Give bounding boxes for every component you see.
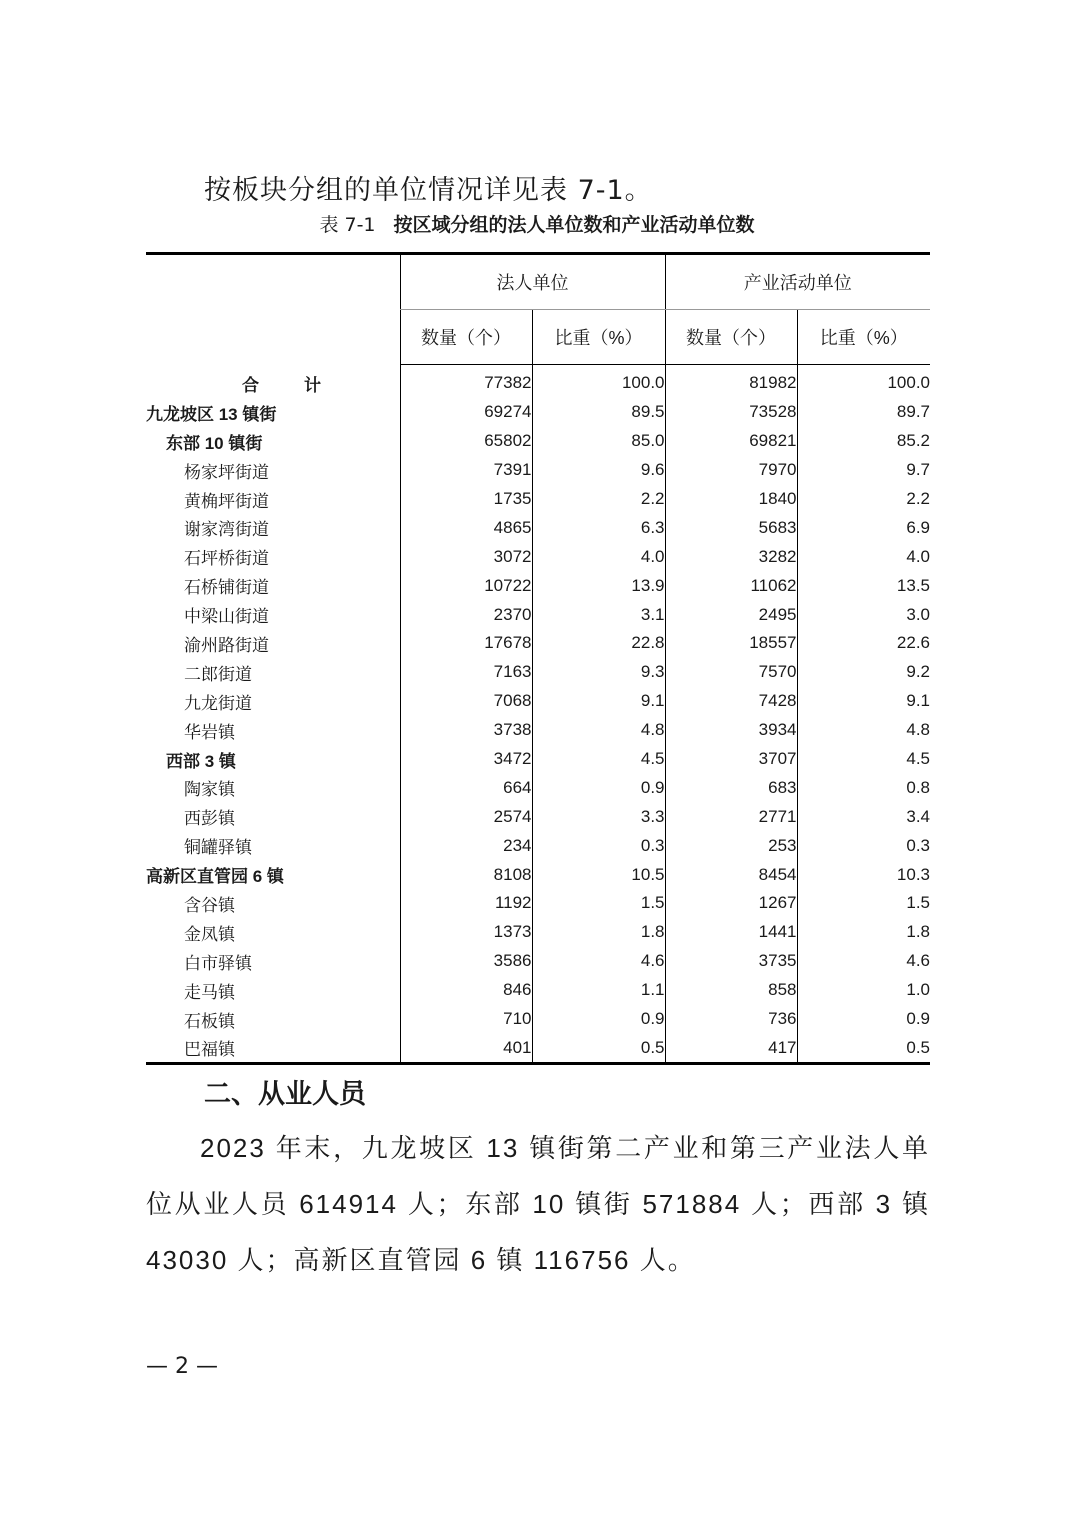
activity-count-cell: 2495 bbox=[665, 600, 797, 629]
activity-count-cell: 683 bbox=[665, 773, 797, 802]
table-row bbox=[146, 773, 930, 802]
table-row bbox=[146, 658, 930, 687]
page-number: — 2 — bbox=[146, 1354, 218, 1379]
region-name: 九龙街道 bbox=[184, 693, 252, 713]
activity-share-cell: 9.7 bbox=[797, 456, 930, 485]
activity-share-cell: 1.8 bbox=[797, 918, 930, 947]
legal-share-cell: 3.3 bbox=[532, 802, 665, 831]
table-row bbox=[146, 398, 930, 427]
activity-share-cell: 4.6 bbox=[797, 947, 930, 976]
table-row bbox=[146, 1033, 930, 1063]
activity-count-cell: 3282 bbox=[665, 542, 797, 571]
region-name: 石板镇 bbox=[184, 1011, 235, 1031]
legal-count-cell: 17678 bbox=[400, 629, 532, 658]
body-paragraph: 2023 年末，九龙坡区 13 镇街第二产业和第三产业法人单位从业人员 614914 人；东部 10 镇街 571884 人；西部 3 镇 43030 人；高新区直管园 6 镇 116756 人。 bbox=[146, 1133, 930, 1275]
intro-text: 按板块分组的单位情况详见表 7-1。 bbox=[204, 175, 653, 206]
table-row bbox=[146, 976, 930, 1005]
activity-count-cell: 3934 bbox=[665, 716, 797, 745]
activity-count-cell: 1840 bbox=[665, 485, 797, 514]
section-heading: 二、从业人员 bbox=[204, 1079, 366, 1110]
legal-count-cell: 710 bbox=[400, 1005, 532, 1034]
activity-count-cell: 69821 bbox=[665, 427, 797, 456]
activity-share-cell: 0.9 bbox=[797, 1005, 930, 1034]
activity-share-cell: 1.0 bbox=[797, 976, 930, 1005]
region-name: 九龙坡区 13 镇街 bbox=[146, 404, 277, 424]
legal-share-cell: 6.3 bbox=[532, 513, 665, 542]
region-name: 白市驿镇 bbox=[184, 953, 252, 973]
legal-share-cell: 100.0 bbox=[532, 365, 665, 398]
activity-count-cell: 1441 bbox=[665, 918, 797, 947]
activity-count-cell: 8454 bbox=[665, 860, 797, 889]
legal-count-cell: 10722 bbox=[400, 571, 532, 600]
legal-count-cell: 7068 bbox=[400, 687, 532, 716]
activity-share-cell: 4.5 bbox=[797, 745, 930, 774]
activity-count-cell: 18557 bbox=[665, 629, 797, 658]
legal-share-cell: 1.8 bbox=[532, 918, 665, 947]
activity-count-cell: 73528 bbox=[665, 398, 797, 427]
region-name: 二郎街道 bbox=[184, 664, 252, 684]
subheader-share: 比重（%） bbox=[532, 310, 665, 365]
legal-share-cell: 22.8 bbox=[532, 629, 665, 658]
activity-count-cell: 7570 bbox=[665, 658, 797, 687]
activity-count-cell: 11062 bbox=[665, 571, 797, 600]
table-row bbox=[146, 745, 930, 774]
legal-count-cell: 234 bbox=[400, 831, 532, 860]
group-header-activity: 产业活动单位 bbox=[665, 254, 930, 310]
activity-count-cell: 3707 bbox=[665, 745, 797, 774]
group-header-legal: 法人单位 bbox=[400, 254, 665, 310]
region-name: 杨家坪街道 bbox=[184, 462, 269, 482]
activity-count-cell: 417 bbox=[665, 1033, 797, 1063]
region-name: 巴福镇 bbox=[184, 1040, 235, 1060]
region-name: 铜罐驿镇 bbox=[184, 838, 252, 858]
subheader-count: 数量（个） bbox=[665, 310, 797, 365]
legal-share-cell: 9.1 bbox=[532, 687, 665, 716]
activity-share-cell: 6.9 bbox=[797, 513, 930, 542]
legal-count-cell: 3472 bbox=[400, 745, 532, 774]
region-name: 西彭镇 bbox=[184, 809, 235, 829]
activity-count-cell: 1267 bbox=[665, 889, 797, 918]
activity-count-cell: 858 bbox=[665, 976, 797, 1005]
activity-share-cell: 0.3 bbox=[797, 831, 930, 860]
table-caption bbox=[0, 210, 1074, 237]
legal-count-cell: 846 bbox=[400, 976, 532, 1005]
activity-share-cell: 89.7 bbox=[797, 398, 930, 427]
region-header-cell bbox=[146, 254, 400, 365]
activity-share-cell: 2.2 bbox=[797, 485, 930, 514]
legal-count-cell: 8108 bbox=[400, 860, 532, 889]
region-name: 含谷镇 bbox=[184, 895, 235, 915]
legal-share-cell: 0.9 bbox=[532, 773, 665, 802]
data-table bbox=[146, 252, 930, 1065]
activity-share-cell: 3.0 bbox=[797, 600, 930, 629]
region-name: 渝州路街道 bbox=[184, 635, 269, 655]
legal-count-cell: 69274 bbox=[400, 398, 532, 427]
legal-share-cell: 0.3 bbox=[532, 831, 665, 860]
activity-count-cell: 7970 bbox=[665, 456, 797, 485]
legal-share-cell: 3.1 bbox=[532, 600, 665, 629]
activity-share-cell: 85.2 bbox=[797, 427, 930, 456]
activity-share-cell: 13.5 bbox=[797, 571, 930, 600]
activity-share-cell: 0.5 bbox=[797, 1033, 930, 1063]
activity-share-cell: 4.0 bbox=[797, 542, 930, 571]
region-name: 石桥铺街道 bbox=[184, 578, 269, 598]
activity-share-cell: 1.5 bbox=[797, 889, 930, 918]
region-name: 合 计 bbox=[242, 375, 335, 395]
table-row bbox=[146, 802, 930, 831]
legal-share-cell: 89.5 bbox=[532, 398, 665, 427]
legal-share-cell: 9.6 bbox=[532, 456, 665, 485]
region-name: 走马镇 bbox=[184, 982, 235, 1002]
table-caption-title: 按区域分组的法人单位数和产业活动单位数 bbox=[393, 214, 755, 236]
activity-count-cell: 81982 bbox=[665, 365, 797, 398]
activity-count-cell: 736 bbox=[665, 1005, 797, 1034]
legal-count-cell: 2574 bbox=[400, 802, 532, 831]
table-row bbox=[146, 485, 930, 514]
table-body bbox=[146, 365, 930, 1064]
legal-count-cell: 3072 bbox=[400, 542, 532, 571]
region-name: 东部 10 镇街 bbox=[166, 433, 263, 453]
table-row bbox=[146, 427, 930, 456]
legal-count-cell: 3738 bbox=[400, 716, 532, 745]
legal-share-cell: 1.5 bbox=[532, 889, 665, 918]
region-name: 华岩镇 bbox=[184, 722, 235, 742]
table-row bbox=[146, 716, 930, 745]
legal-share-cell: 4.8 bbox=[532, 716, 665, 745]
legal-count-cell: 2370 bbox=[400, 600, 532, 629]
legal-share-cell: 4.0 bbox=[532, 542, 665, 571]
legal-share-cell: 0.9 bbox=[532, 1005, 665, 1034]
table-row bbox=[146, 571, 930, 600]
region-name: 中梁山街道 bbox=[184, 607, 269, 627]
legal-count-cell: 664 bbox=[400, 773, 532, 802]
activity-share-cell: 22.6 bbox=[797, 629, 930, 658]
region-name: 谢家湾街道 bbox=[184, 520, 269, 540]
table-row bbox=[146, 456, 930, 485]
table-row bbox=[146, 889, 930, 918]
activity-share-cell: 100.0 bbox=[797, 365, 930, 398]
legal-share-cell: 4.6 bbox=[532, 947, 665, 976]
subheader-share: 比重（%） bbox=[797, 310, 930, 365]
table-row bbox=[146, 831, 930, 860]
activity-count-cell: 5683 bbox=[665, 513, 797, 542]
table-row bbox=[146, 600, 930, 629]
table-row bbox=[146, 918, 930, 947]
legal-count-cell: 65802 bbox=[400, 427, 532, 456]
table-row bbox=[146, 365, 930, 398]
legal-share-cell: 1.1 bbox=[532, 976, 665, 1005]
region-name: 西部 3 镇 bbox=[166, 751, 236, 771]
legal-share-cell: 0.5 bbox=[532, 1033, 665, 1063]
activity-share-cell: 10.3 bbox=[797, 860, 930, 889]
activity-count-cell: 3735 bbox=[665, 947, 797, 976]
table-row bbox=[146, 1005, 930, 1034]
activity-share-cell: 0.8 bbox=[797, 773, 930, 802]
activity-count-cell: 7428 bbox=[665, 687, 797, 716]
activity-count-cell: 2771 bbox=[665, 802, 797, 831]
legal-count-cell: 7163 bbox=[400, 658, 532, 687]
legal-share-cell: 9.3 bbox=[532, 658, 665, 687]
activity-share-cell: 3.4 bbox=[797, 802, 930, 831]
legal-share-cell: 85.0 bbox=[532, 427, 665, 456]
activity-count-cell: 253 bbox=[665, 831, 797, 860]
table-row bbox=[146, 687, 930, 716]
table-row bbox=[146, 513, 930, 542]
table-row bbox=[146, 860, 930, 889]
legal-count-cell: 4865 bbox=[400, 513, 532, 542]
legal-count-cell: 1192 bbox=[400, 889, 532, 918]
legal-count-cell: 1735 bbox=[400, 485, 532, 514]
legal-count-cell: 401 bbox=[400, 1033, 532, 1063]
legal-share-cell: 13.9 bbox=[532, 571, 665, 600]
subheader-count: 数量（个） bbox=[400, 310, 532, 365]
region-name: 陶家镇 bbox=[184, 780, 235, 800]
region-name: 高新区直管园 6 镇 bbox=[146, 867, 284, 887]
table-row bbox=[146, 629, 930, 658]
region-name: 石坪桥街道 bbox=[184, 549, 269, 569]
table-caption-number: 表 7-1 bbox=[319, 214, 376, 236]
legal-share-cell: 2.2 bbox=[532, 485, 665, 514]
region-name: 黄桷坪街道 bbox=[184, 491, 269, 511]
activity-share-cell: 9.2 bbox=[797, 658, 930, 687]
activity-share-cell: 4.8 bbox=[797, 716, 930, 745]
legal-share-cell: 4.5 bbox=[532, 745, 665, 774]
table-row bbox=[146, 947, 930, 976]
legal-count-cell: 3586 bbox=[400, 947, 532, 976]
legal-share-cell: 10.5 bbox=[532, 860, 665, 889]
legal-count-cell: 7391 bbox=[400, 456, 532, 485]
legal-count-cell: 1373 bbox=[400, 918, 532, 947]
legal-count-cell: 77382 bbox=[400, 365, 532, 398]
activity-share-cell: 9.1 bbox=[797, 687, 930, 716]
region-name: 金凤镇 bbox=[184, 924, 235, 944]
table-row bbox=[146, 542, 930, 571]
